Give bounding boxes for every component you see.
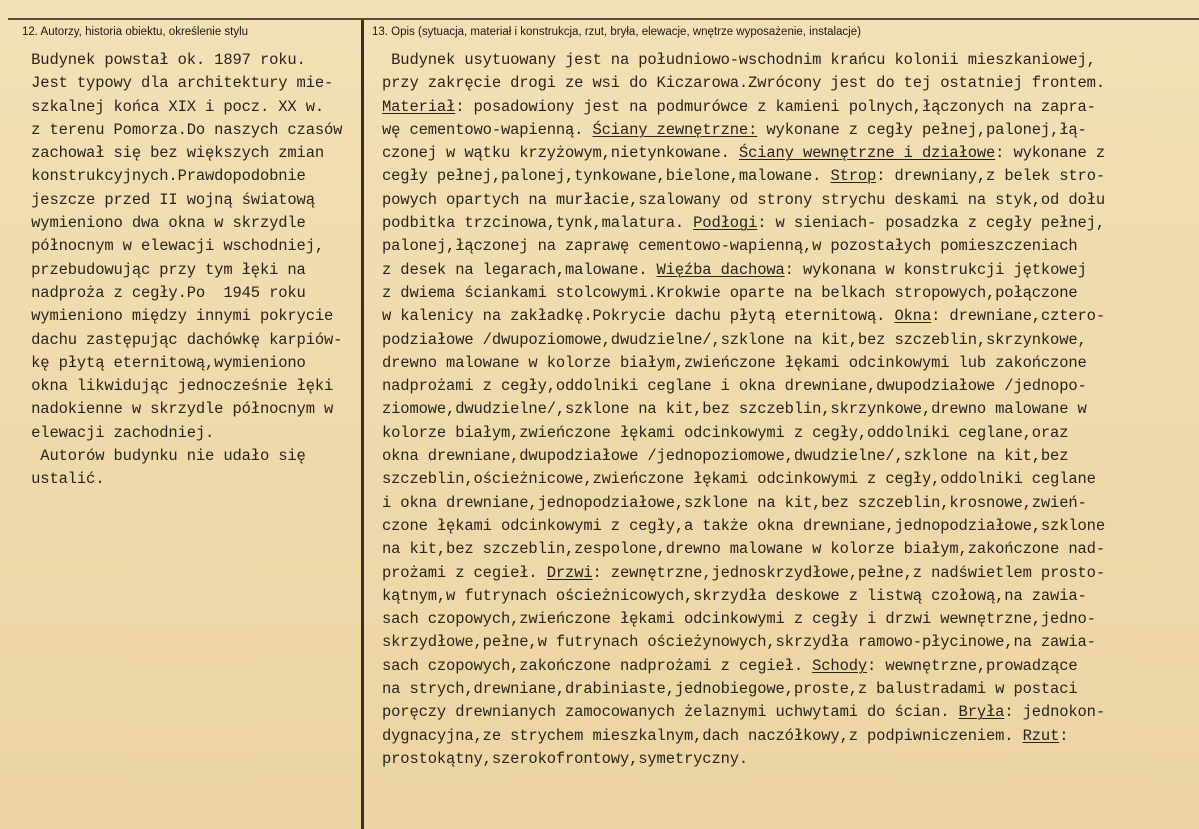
text-run: nadproża z cegły.Po 1945 roku [22,283,306,302]
text-line [22,259,362,282]
text-run: konstrukcyjnych.Prawdopodobnie [22,167,306,186]
text-run: podziałowe /dwupoziomowe,dwudzielne/,szklone na kit,bez szczeblin,skrzynkowe, [382,330,1087,349]
text-run: sach czopowych,zakończone nadprożami z cegieł. [382,656,813,675]
text-run: : drewniane,cztero- [931,307,1105,326]
text-run: : jednokon- [1004,703,1105,722]
text-run: powych opartych na murłacie,szalowany od strony strychu deskami na styk,od dołu [382,190,1105,209]
text-run: : wewnętrzne,prowadzące [867,656,1078,675]
text-run: : drewniany,z belek stro- [876,167,1105,186]
text-run: szkalnej końca XIX i pocz. XX w. [22,97,325,116]
text-run: elewacji zachodniej. [22,423,215,442]
text-run: przy zakręcie drogi ze wsi do Kiczarowa.Zwrócony jest do tej ostatniej frontem. [382,74,1105,93]
text-line [382,748,1194,771]
text-line [22,72,362,95]
text-line [382,422,1194,445]
underlined-term: Ściany zewnętrzne: [592,120,758,139]
text-line [382,352,1194,375]
text-line [382,235,1194,258]
text-line [382,375,1194,398]
underlined-term: Bryła [958,703,1005,722]
text-run: kę płytą eternitową,wymieniono [22,353,306,372]
section-12-text [22,49,362,492]
text-run: czone łękami odcinkowymi z cegły,a także okna drewniane,jednopodziałowe,szklone [382,516,1105,535]
underlined-term: Materiał [382,97,456,116]
text-run: sach czopowych,zwieńczone łękami odcinkowymi z cegły i drzwi wewnętrzne,jedno- [382,610,1096,629]
text-run: : zewnętrzne,jednoskrzydłowe,pełne,z nadświetlem prosto- [592,563,1105,582]
text-line [382,608,1194,631]
text-run: czonej w wątku krzyżowym,nietynkowane. [382,144,739,163]
section-13-header: 13. Opis (sytuacja, materiał i konstrukcja, rzut, bryła, elewacje, wnętrze wyposażenie, instalacje) [372,26,861,38]
text-run: okna likwidując jednocześnie łęki [22,377,334,396]
text-line [382,142,1194,165]
underlined-term: Strop [830,167,877,186]
text-run: Budynek powstał ok. 1897 roku. [22,51,306,69]
section-12-header: 12. Autorzy, historia obiektu, określenie stylu [22,26,249,38]
text-run: z dwiema ściankami stolcowymi.Krokwie oparte na belkach stropowych,połączone [382,283,1078,302]
text-line [382,585,1194,608]
text-run: Autorów budynku nie udało się [22,447,306,466]
text-line [382,678,1194,701]
underlined-term: Drzwi [546,563,593,582]
text-run: wymieniono między innymi pokrycie [22,307,334,326]
text-line [22,468,362,491]
text-line [382,49,1194,72]
text-run: i okna drewniane,jednopodziałowe,szklone na kit,bez szczeblin,krosnowe,zwień- [382,493,1087,512]
text-run: palonej,łączonej na zaprawę cementowo-wapienną,w pozostałych pomieszczeniach [382,237,1078,256]
text-run: prożami z cegieł. [382,563,547,582]
text-line [22,282,362,305]
text-line [22,49,362,72]
text-run: okna drewniane,dwupodziałowe /jednopoziomowe,dwudzielne/,szklone na kit,bez [382,447,1069,466]
section-13-text [382,49,1194,771]
text-run: na strych,drewniane,drabiniaste,jednobiegowe,proste,z balustradami w postaci [382,680,1078,699]
text-line [382,562,1194,585]
text-run: kolorze białym,zwieńczone łękami odcinkowymi z cegły,oddolniki ceglane,oraz [382,423,1069,442]
text-line [22,398,362,421]
text-run: Jest typowy dla architektury mie- [22,74,334,93]
top-rule [8,18,1199,20]
text-line [22,96,362,119]
text-line [382,96,1194,119]
text-run: cegły pełnej,palonej,tynkowane,bielone,malowane. [382,167,831,186]
text-line [382,119,1194,142]
text-run: : wykonane z [995,144,1105,163]
text-run: wykonane z cegły pełnej,palonej,łą- [757,120,1087,139]
text-line [382,492,1194,515]
text-line [22,189,362,212]
text-run: w kalenicy na zakładkę.Pokrycie dachu płytą eternitową. [382,307,895,326]
text-run: przebudowując przy tym łęki na [22,260,306,279]
underlined-term: Okna [894,307,932,326]
text-line [382,725,1194,748]
text-run: : [1059,726,1069,745]
text-line [382,515,1194,538]
text-line [382,165,1194,188]
text-run: prostokątny,szerokofrontowy,symetryczny. [382,749,749,768]
text-line [382,398,1194,421]
text-run: drewno malowane w kolorze białym,zwieńczone łękami odcinkowymi lub zakończone [382,353,1087,372]
text-line [22,212,362,235]
text-run: : w sieniach- posadzka z cegły pełnej, [757,214,1105,233]
text-line [382,305,1194,328]
text-run: : wykonana w konstrukcji jętkowej [784,260,1087,279]
text-run: skrzydłowe,pełne,w futrynach ościeżynowych,skrzydła ramowo-płycinowe,na zawia- [382,633,1096,652]
text-line [382,72,1194,95]
text-line [22,445,362,468]
text-run: nadprożami z cegły,oddolniki ceglane i okna drewniane,dwupodziałowe /jednopo- [382,377,1087,396]
text-line [22,165,362,188]
text-run: wę cementowo-wapienną. [382,120,593,139]
text-run: dachu zastępując dachówkę karpiów- [22,330,343,349]
text-line [382,631,1194,654]
text-line [22,375,362,398]
underlined-term: Rzut [1022,726,1060,745]
text-run: na kit,bez szczeblin,zespolone,drewno malowane w kolorze białym,zakończone nad- [382,540,1105,559]
text-line [382,212,1194,235]
text-run: dygnacyjna,ze strychem mieszkalnym,dach naczółkowy,z podpiwniczeniem. [382,726,1023,745]
text-run: wymieniono dwa okna w skrzydle [22,214,306,233]
text-run: poręczy drewnianych zamocowanych żelaznymi uchwytami do ścian. [382,703,959,722]
text-line [382,282,1194,305]
text-line [22,235,362,258]
underlined-term: Ściany wewnętrzne i działowe [738,144,996,163]
text-line [22,352,362,375]
text-line [382,445,1194,468]
underlined-term: Podłogi [693,214,758,233]
text-line [382,189,1194,212]
text-run: szczeblin,ościeżnicowe,zwieńczone łękami odcinkowymi z cegły,oddolniki ceglane [382,470,1096,489]
text-run: północnym w elewacji wschodniej, [22,237,325,256]
text-line [22,119,362,142]
text-run: Budynek usytuowany jest na południowo-wschodnim krańcu kolonii mieszkaniowej, [382,51,1096,69]
text-line [382,468,1194,491]
text-run: zachował się bez większych zmian [22,144,325,163]
text-run: : posadowiony jest na podmurówce z kamieni polnych,łączonych na zapra- [455,97,1096,116]
text-line [382,655,1194,678]
text-run: z terenu Pomorza.Do naszych czasów [22,120,343,139]
text-line [382,329,1194,352]
text-run: nadokienne w skrzydle północnym w [22,400,334,419]
text-line [382,259,1194,282]
text-line [22,422,362,445]
text-run: kątnym,w futrynach ościeżnicowych,skrzydła deskowe z listwą czołową,na zawia- [382,586,1087,605]
text-run: ustalić. [22,470,105,489]
text-line [382,701,1194,724]
text-run: z desek na legarach,malowane. [382,260,657,279]
text-line [22,305,362,328]
underlined-term: Więźba dachowa [656,260,785,279]
text-line [22,329,362,352]
text-run: ziomowe,dwudzielne/,szklone na kit,bez szczeblin,skrzynkowe,drewno malowane w [382,400,1087,419]
text-run: podbitka trzcinowa,tynk,malatura. [382,214,694,233]
underlined-term: Schody [812,656,868,675]
text-line [22,142,362,165]
text-run: jeszcze przed II wojną światową [22,190,315,209]
text-line [382,538,1194,561]
